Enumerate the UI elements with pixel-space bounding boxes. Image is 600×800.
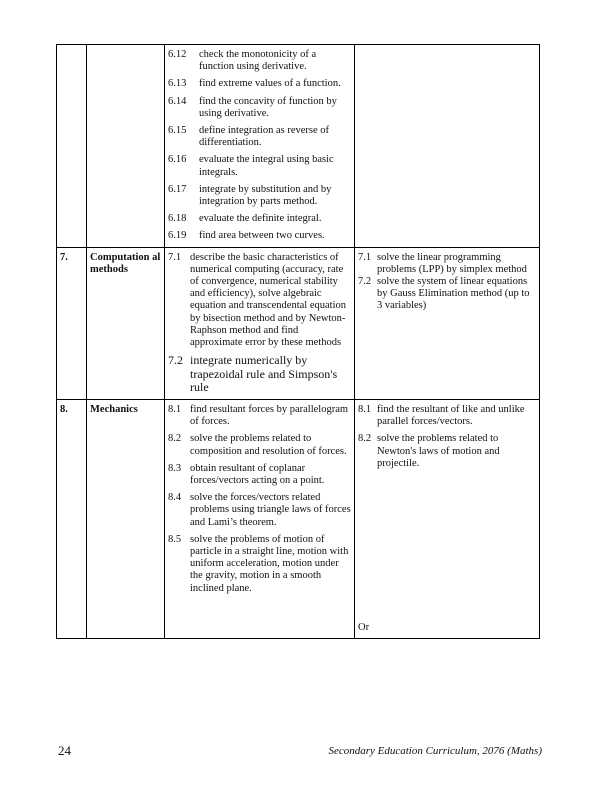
footer-title: Secondary Education Curriculum, 2076 (Maths) [328, 745, 542, 757]
advanced-outcomes-cell [355, 400, 540, 639]
or-label: Or [358, 622, 370, 634]
serial-number: 8. [57, 400, 87, 639]
list-item: 6.19 find area between two curves. [168, 230, 325, 242]
list-item: 7.1 describe the basic characteristics of numerical computing (accuracy, rate of convergence, numerical stability and efficiency), solve algebraic equation and transcendental equation by bisection method and by Newton-Raphson method and find approximate error by these methods [168, 251, 346, 349]
table-row [57, 400, 540, 639]
learning-outcomes-cell [165, 247, 355, 399]
list-item: 6.14 find the concavity of function by using derivative. [168, 95, 337, 119]
serial-number [57, 45, 87, 248]
list-item: 8.4 solve the forces/vectors related problems using triangle laws of forces and Lami’s theorem. [168, 492, 351, 528]
list-item: 6.12 check the monotonicity of a function using derivative. [168, 49, 317, 73]
table-row [57, 45, 540, 248]
list-item: 8.2 solve the problems related to composition and resolution of forces. [168, 433, 347, 457]
list-item: 8.1 find the resultant of like and unlike parallel forces/vectors. [358, 404, 525, 428]
content-area: Mechanics [87, 400, 165, 639]
list-item: 6.16 evaluate the integral using basic integrals. [168, 154, 334, 178]
page-number: 24 [58, 743, 71, 758]
list-item: 8.5 solve the problems of motion of particle in a straight line, motion with uniform acceleration, motion under the gravity, motion in a smooth inclined plane. [168, 533, 349, 594]
list-item: 8.2 solve the problems related to Newton's laws of motion and projectile. [358, 433, 500, 469]
list-item: 8.1 find resultant forces by parallelogram of forces. [168, 404, 349, 428]
list-item: 7.2 solve the system of linear equations by Gauss Elimination method (up to 3 variables) [358, 276, 530, 312]
content-area [87, 45, 165, 248]
list-item: 6.17 integrate by substitution and by integration by parts method. [168, 183, 332, 208]
advanced-outcomes-cell [355, 247, 540, 399]
list-item: 7.1 solve the linear programming problems (LPP) by simplex method [358, 251, 527, 275]
list-item: 8.3 obtain resultant of coplanar forces/vectors acting on a point. [168, 462, 325, 487]
list-item: 6.18 evaluate the definite integral. [168, 213, 322, 225]
list-item: 6.13 find extreme values of a function. [168, 78, 341, 90]
serial-number: 7. [57, 247, 87, 399]
learning-outcomes-cell [165, 400, 355, 639]
table-row [57, 247, 540, 399]
advanced-outcomes-cell [355, 45, 540, 248]
content-area: Computation al methods [87, 247, 165, 399]
learning-outcomes-cell [165, 45, 355, 248]
list-item: 7.2 integrate numerically by trapezoidal rule and Simpson's rule [168, 353, 338, 395]
list-item: 6.15 define integration as reverse of differentiation. [168, 125, 330, 149]
curriculum-table [56, 44, 540, 639]
